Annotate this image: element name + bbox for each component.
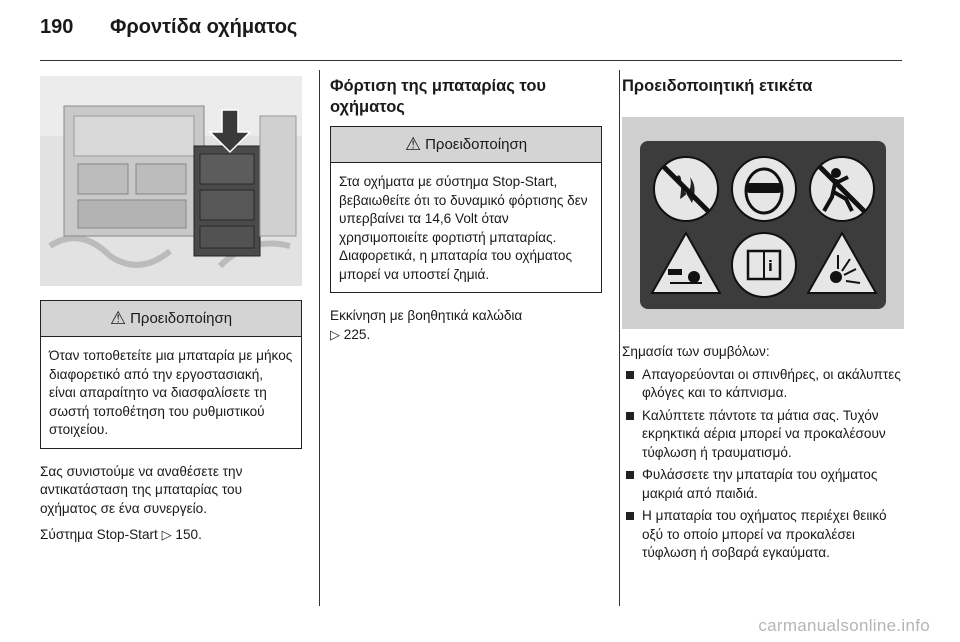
column-divider-2 bbox=[619, 70, 620, 606]
reference-page: 150. bbox=[175, 527, 202, 542]
list-item-text: Καλύπτετε πάντοτε τα μάτια σας. Τυχόν εκρηκτικά αέρια μπορεί να προκαλέσουν τύφλωση ή τραυματισμό. bbox=[642, 407, 886, 460]
warning-triangle-icon: ⚠ bbox=[109, 308, 127, 328]
bullet-icon bbox=[626, 371, 634, 379]
reference-arrow-icon: ▷ bbox=[161, 527, 172, 542]
jump-start-paragraph[interactable] bbox=[330, 307, 602, 344]
header-rule bbox=[40, 60, 902, 61]
column-divider-1 bbox=[319, 70, 320, 606]
warning-header bbox=[331, 127, 601, 163]
warning-box-regulator bbox=[40, 300, 302, 449]
symbols-intro: Σημασία των συμβόλων: bbox=[622, 344, 770, 359]
bullet-icon bbox=[626, 471, 634, 479]
list-item-text: Απαγορεύονται οι σπινθήρες, οι ακάλυπτες φλόγες και το κάπνισμα. bbox=[642, 366, 901, 400]
list-item bbox=[622, 366, 904, 403]
workshop-paragraph: Σας συνιστούμε να αναθέσετε την αντικατάσταση της μπαταρίας του οχήματος σε ένα συνεργείο. bbox=[40, 463, 243, 516]
warning-header bbox=[41, 301, 301, 337]
explosion-hazard-icon bbox=[808, 233, 876, 293]
warning-symbols bbox=[640, 141, 886, 309]
list-item bbox=[622, 407, 904, 463]
reference-page: 225. bbox=[343, 326, 371, 342]
warning-text: Όταν τοποθετείτε μια μπαταρία με μήκος διαφορετικό από την εργοστασιακή, είναι απαραίτητο να διασφαλίσετε τη σωστή τοποθέτηση του ρυθμιστικού στοιχείου. bbox=[49, 348, 293, 437]
watermark: carmanualsonline.info bbox=[758, 616, 930, 635]
warning-label-plate bbox=[640, 141, 886, 309]
battery-illustration bbox=[40, 76, 302, 286]
page-number: 190 bbox=[40, 16, 74, 38]
bullet-icon bbox=[626, 512, 634, 520]
reference-label: Σύστημα Stop-Start bbox=[40, 527, 158, 542]
read-manual-icon bbox=[732, 233, 796, 297]
page-header bbox=[40, 16, 297, 50]
list-item-text: Η μπαταρία του οχήματος περιέχει θειικό οξύ το οποίο μπορεί να προκαλέσει τύφλωση ή σοβαρά εγκαύματα. bbox=[642, 508, 887, 560]
symbols-list bbox=[622, 366, 904, 563]
right-column bbox=[622, 76, 904, 563]
list-item bbox=[622, 507, 904, 563]
list-item bbox=[622, 466, 904, 503]
keep-away-children-icon bbox=[810, 157, 874, 221]
warning-text: Στα οχήματα με σύστημα Stop-Start, βεβαιωθείτε ότι το δυναμικό φόρτισης δεν υπερβαίνει τα 14,6 Volt όταν χρησιμοποιείτε φορτιστή μπαταρίας. Διαφορετικά, η μπαταρία του οχήματος μπορεί να υποστεί ζημιά. bbox=[339, 174, 588, 282]
left-column bbox=[40, 76, 302, 545]
chapter-title: Φροντίδα οχήματος bbox=[110, 16, 298, 38]
jump-start-label: Εκκίνηση με βοηθητικά καλώδια bbox=[330, 308, 523, 323]
middle-column bbox=[330, 76, 602, 344]
charging-heading: Φόρτιση της μπαταρίας του οχήματος bbox=[330, 77, 547, 116]
stop-start-reference[interactable] bbox=[40, 526, 302, 545]
warning-triangle-icon: ⚠ bbox=[404, 134, 422, 154]
corrosive-acid-icon bbox=[652, 233, 720, 293]
svg-text:i: i bbox=[768, 259, 773, 275]
warning-box-charging bbox=[330, 126, 602, 293]
list-item-text: Φυλάσσετε την μπαταρία του οχήματος μακριά από παιδιά. bbox=[642, 467, 878, 501]
warning-title: Προειδοποίηση bbox=[130, 310, 233, 327]
warning-title: Προειδοποίηση bbox=[425, 136, 528, 153]
no-fire-icon bbox=[654, 157, 718, 221]
battery-photo bbox=[40, 76, 302, 286]
bullet-icon bbox=[626, 412, 634, 420]
eye-protection-icon bbox=[732, 157, 796, 221]
warning-label-figure bbox=[622, 117, 904, 329]
reference-arrow-icon: ▷ bbox=[330, 326, 340, 342]
warning-label-heading: Προειδοποιητική ετικέτα bbox=[622, 77, 813, 95]
